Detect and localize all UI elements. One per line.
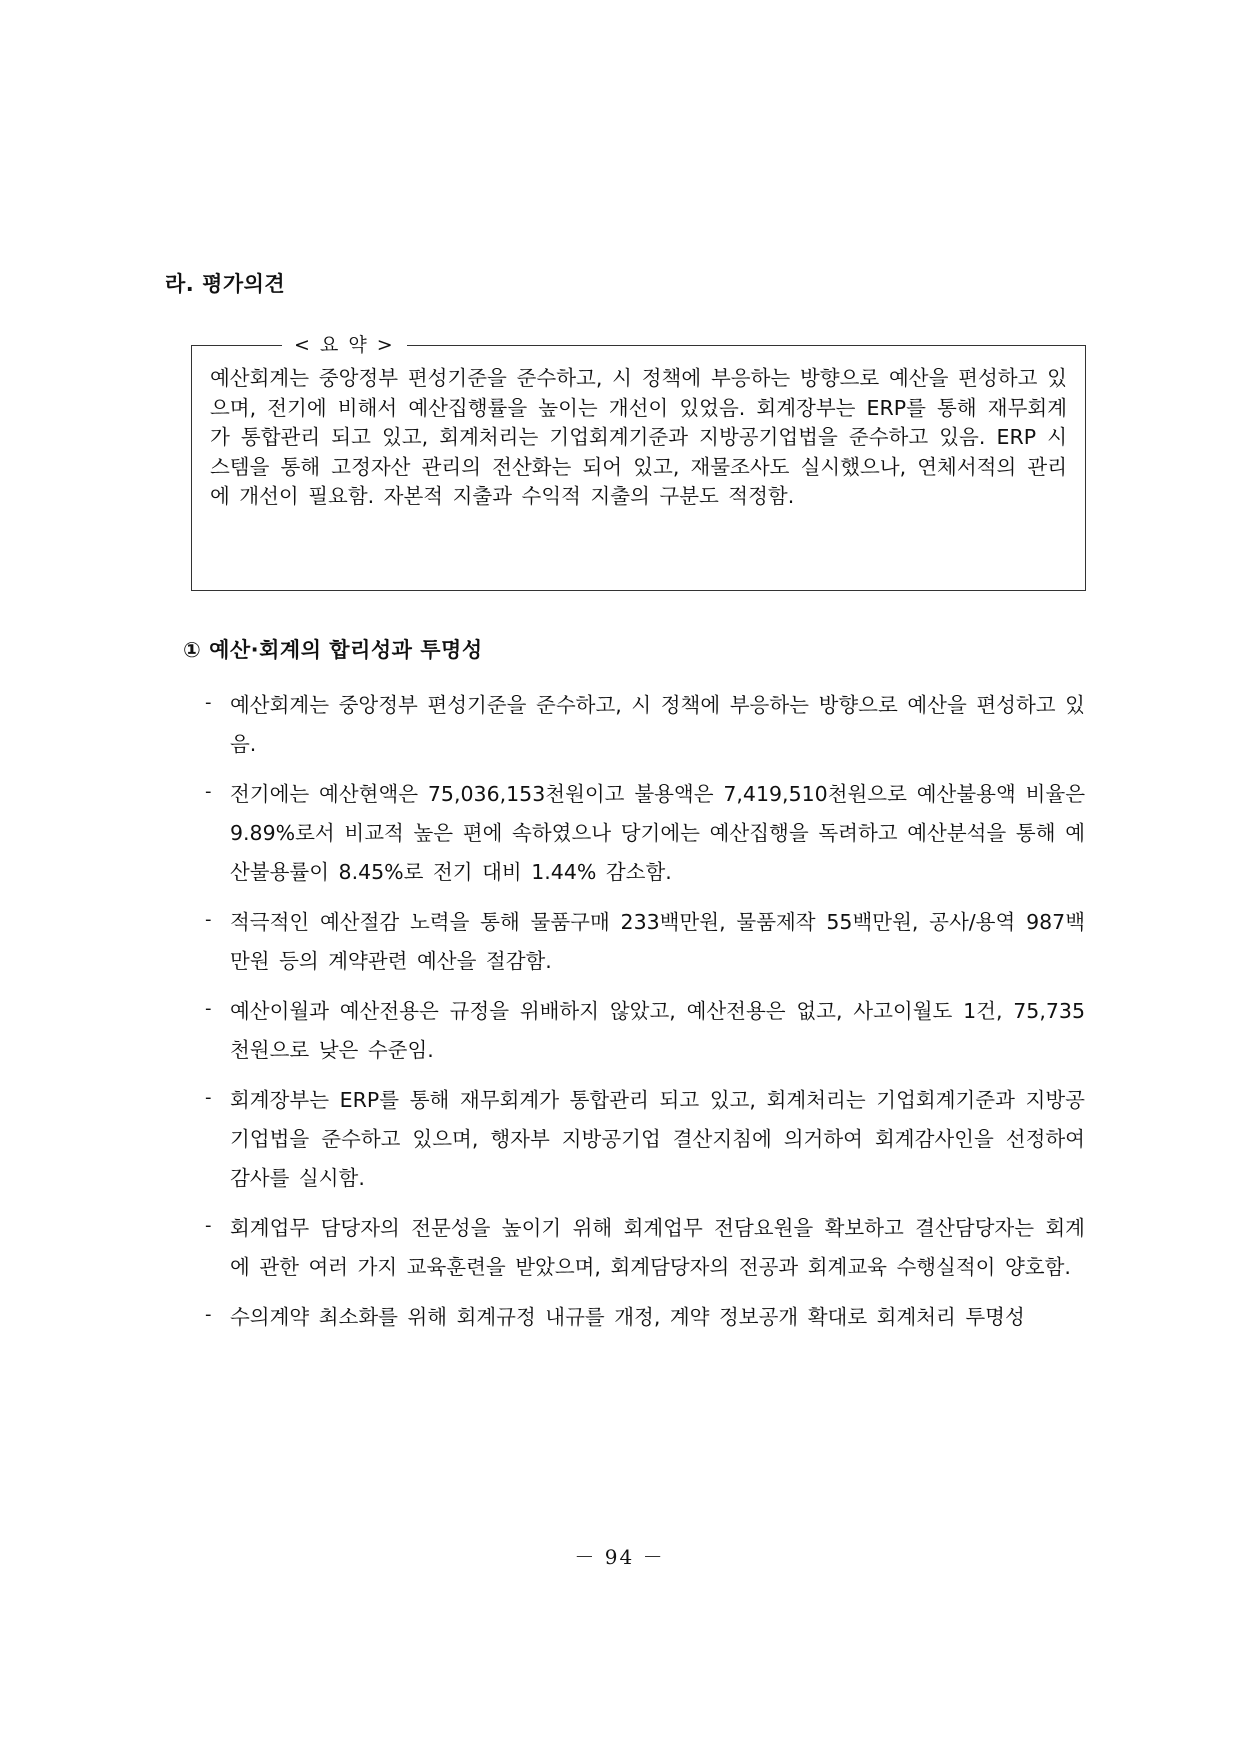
bullet-text: 회계업무 담당자의 전문성을 높이기 위해 회계업무 전담요원을 확보하고 결산담당자는 회계에 관한 여러 가지 교육훈련을 받았으며, 회계담당자의 전공과 회계교육 수행실적이 양호함. [230, 1216, 1085, 1279]
bullet-item [205, 686, 1085, 764]
bullet-item [205, 903, 1085, 981]
subsection-title: ① 예산·회계의 합리성과 투명성 [183, 638, 483, 662]
summary-text: 예산회계는 중앙정부 편성기준을 준수하고, 시 정책에 부응하는 방향으로 예산을 편성하고 있으며, 전기에 비해서 예산집행률을 높이는 개선이 있었음. 회계장부는 ERP를 통해 재무회계가 통합관리 되고 있고, 회계처리는 기업회계기준과 지방공기업법을 준수하고 있음. ERP 시스템을 통해 고정자산 관리의 전산화는 되어 있고, 재물조사도 실시했으나, 연체서적의 관리에 개선이 필요함. 자본적 지출과 수익적 지출의 구분도 적정함. [210, 366, 1067, 509]
bullet-item [205, 775, 1085, 892]
page-number: － 94 － [574, 1545, 665, 1569]
bullet-marker: - [205, 1215, 212, 1236]
bullet-text: 전기에는 예산현액은 75,036,153천원이고 불용액은 7,419,510천원으로 예산불용액 비율은 9.89%로서 비교적 높은 편에 속하였으나 당기에는 예산집행을 독려하고 예산분석을 통해 예산불용률이 8.45%로 전기 대비 1.44% 감소함. [230, 782, 1085, 884]
summary-label: < 요 약 > [282, 332, 407, 358]
bullet-text: 예산회계는 중앙정부 편성기준을 준수하고, 시 정책에 부응하는 방향으로 예산을 편성하고 있음. [230, 693, 1085, 756]
bullet-marker: - [205, 909, 212, 930]
bullet-text: 수의계약 최소화를 위해 회계규정 내규를 개정, 계약 정보공개 확대로 회계처리 투명성 [230, 1305, 1025, 1329]
bullet-text: 회계장부는 ERP를 통해 재무회계가 통합관리 되고 있고, 회계처리는 기업회계기준과 지방공기업법을 준수하고 있으며, 행자부 지방공기업 결산지침에 의거하여 회계감사인을 선정하여 감사를 실시함. [230, 1088, 1085, 1190]
bullet-text: 적극적인 예산절감 노력을 통해 물품구매 233백만원, 물품제작 55백만원, 공사/용역 987백만원 등의 계약관련 예산을 절감함. [230, 910, 1085, 973]
bullet-marker: - [205, 998, 212, 1019]
bullet-item [205, 992, 1085, 1070]
bullet-item [205, 1209, 1085, 1287]
section-title: 라. 평가의견 [165, 272, 286, 296]
bullet-marker: - [205, 781, 212, 802]
bullet-item [205, 1298, 1085, 1337]
bullet-item [205, 1081, 1085, 1198]
bullet-list [205, 686, 1085, 1348]
summary-box [191, 334, 1086, 591]
bullet-marker: - [205, 692, 212, 713]
bullet-marker: - [205, 1087, 212, 1108]
bullet-marker: - [205, 1304, 212, 1325]
bullet-text: 예산이월과 예산전용은 규정을 위배하지 않았고, 예산전용은 없고, 사고이월도 1건, 75,735천원으로 낮은 수준임. [230, 999, 1085, 1062]
